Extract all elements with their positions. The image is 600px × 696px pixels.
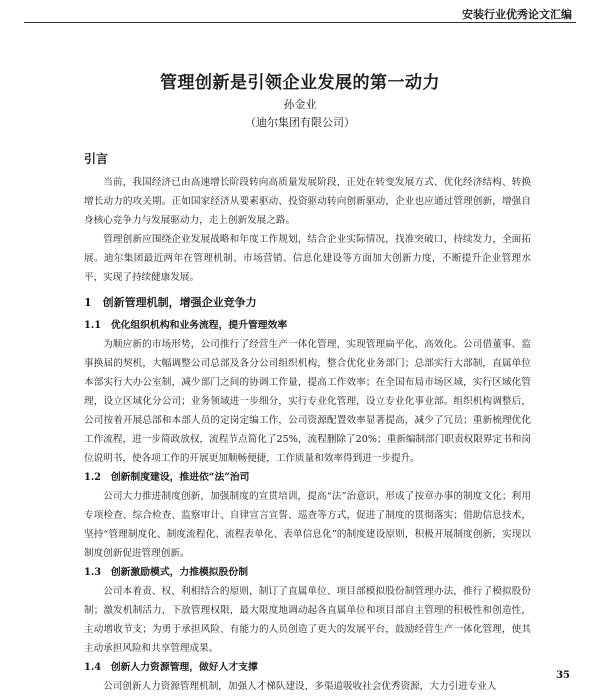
paper-body xyxy=(84,150,531,696)
running-head-title: 安装行业优秀论文汇编 xyxy=(462,8,572,21)
paper-title: 管理创新是引领企业发展的第一动力 xyxy=(160,73,440,93)
section-1-1-heading: 1.1 优化组织机构和业务流程，提升管理效率 xyxy=(84,320,288,331)
section-1-4-heading: 1.4 创新人力资源管理，做好人才支撑 xyxy=(84,662,258,673)
intro-heading: 引言 xyxy=(84,152,109,166)
intro-paragraph-1: 当前，我国经济已由高速增长阶段转向高质量发展阶段，正处在转变发展方式、优化经济结构、转换增长动力的攻关期。正如国家经济从要素驱动、投资驱动转向创新驱动，企业也应通过管理创新，增强自身核心竞争力与发展驱动力，走上创新发展之路。 xyxy=(84,177,531,226)
section-1-4-paragraph: 公司创新人力资源管理机制，加强人才梯队建设，多渠道吸收社会优秀资源，大力引进专业人 xyxy=(103,681,497,692)
page-number: 35 xyxy=(556,670,570,681)
paper-author: 孙金业 xyxy=(283,98,317,111)
section-1-3-heading: 1.3 创新激励模式，力推模拟股份制 xyxy=(84,567,248,578)
section-1-2-heading: 1.2 创新制度建设，推进依“法”治司 xyxy=(84,472,250,483)
section-1-3-paragraph: 公司本着责、权、利相结合的原则，制订了直属单位、项目部模拟股份制管理办法，推行了模拟股份制；激发机制活力，下放管理权限，最大限度地调动起各直属单位和项目部自主管理的积极性和创造性，主动增收节支；为勇于承担风险、有能力的人员创造了更大的发展平台，鼓励经营生产一体化管理，使其主动承担风险和共享管理成果。 xyxy=(84,586,531,654)
intro-paragraph-2: 管理创新应围绕企业发展战略和年度工作规划，结合企业实际情况，找准突破口，持续发力，全面拓展。迪尔集团最近两年在管理机制、市场营销、信息化建设等方面加大创新力度，不断提升企业管理水平，实现了持续健康发展。 xyxy=(84,234,531,283)
section-1-2-paragraph: 公司大力推进制度创新，加强制度的宣贯培训，提高“法”治意识，形成了按章办事的制度文化；利用专项检查、综合检查、监察审计、自律宣言宣誓、巡查等方式，促进了制度的贯彻落实；借助信息技术，坚持“管理制度化、制度流程化、流程表单化、表单信息化”的制度建设原则，积极开展制度创新，实现以制度创新促进管理创新。 xyxy=(84,491,531,559)
section-1-1-paragraph: 为顺应新的市场形势，公司推行了经营生产一体化管理，实现管理扁平化、高效化。公司借董事、监事换届的契机，大幅调整公司总部及各分公司组织机构，整合优化业务部门；总部实行大部制，直属单位本部实行大办公室制，减少部门之间的协调工作量，提高工作效率；在全国布局市场区域，实行区域化管理，设立区域化分公司；业务领域进一步细分，实行专业化管理，设立专业化事业部。组织机构调整后，公司按着开展总部和本部人员的定岗定编工作，公司资源配置效率显著提高，减少了冗员；重新梳理优化工作流程，进一步简政放权，流程节点简化了25%，流程删除了20%；重新编制部门职责权限界定书和岗位说明书，使各项工作的开展更加顺畅便捷，工作质量和效率得到进一步提升。 xyxy=(84,339,531,464)
paper-affiliation: （迪尔集团有限公司） xyxy=(245,116,355,129)
header-rule xyxy=(24,22,576,23)
section-1-heading: 1 创新管理机制，增强企业竞争力 xyxy=(84,296,257,309)
